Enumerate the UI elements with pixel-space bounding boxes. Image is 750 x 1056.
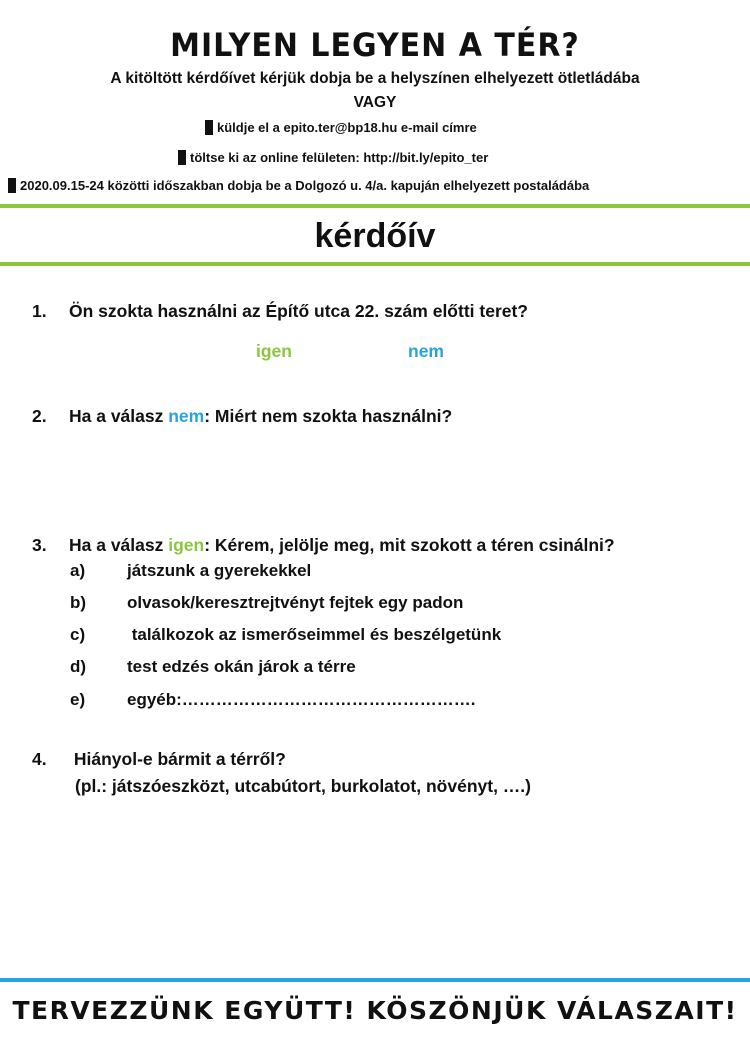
question-2-highlight: nem [168,406,205,426]
divider-bottom [0,262,750,266]
option-c[interactable] [70,625,501,645]
intro-or: VAGY [353,94,397,111]
question-1 [32,301,528,322]
question-number: 3. [32,535,47,555]
page-title: MILYEN LEGYEN A TÉR? [170,26,580,65]
option-text: test edzés okán járok a térre [127,657,356,676]
option-text: egyéb:……………………………………………. [127,690,476,709]
option-letter: d) [70,657,87,676]
option-letter: e) [70,690,86,709]
question-4-text: Hiányol-e bármit a térről? [69,749,286,769]
option-text: olvasok/keresztrejtvényt fejtek egy padon [127,593,464,612]
divider-top [0,204,750,208]
option-online-text: töltse ki az online felületen: http://bit.ly/epito_ter [190,150,489,165]
question-3 [32,535,615,556]
question-1-text: Ön szokta használni az Építő utca 22. szám előtti teret? [69,301,528,321]
question-2-prefix: Ha a válasz [69,406,169,426]
option-e[interactable] [70,690,476,710]
option-text: találkozok az ismerőseimmel és beszélgetünk [127,625,502,644]
question-4 [32,749,286,770]
option-online [178,150,488,165]
option-email [205,120,477,135]
intro-text: A kitöltött kérdőívet kérjük dobja be a helyszínen elhelyezett ötletládába [110,70,640,87]
bullet-square-icon [8,178,16,193]
answer-yes[interactable]: igen [256,341,292,361]
question-3-highlight: igen [168,535,205,555]
option-b[interactable] [70,593,463,613]
question-4-subtext: (pl.: játszóeszközt, utcabútort, burkolatot, növényt, ….) [75,776,531,796]
option-a[interactable] [70,561,311,581]
bullet-square-icon [205,120,213,135]
footer-divider [0,978,750,982]
option-d[interactable] [70,657,356,677]
section-title: kérdőív [314,217,436,255]
question-3-prefix: Ha a válasz [69,535,169,555]
question-number: 1. [32,301,47,321]
option-letter: c) [70,625,86,644]
bullet-square-icon [178,150,186,165]
question-2 [32,406,452,427]
question-3-text: : Kérem, jelölje meg, mit szokott a téren csinálni? [204,535,615,555]
footer-text: TERVEZZÜNK EGYÜTT! KÖSZÖNJÜK VÁLASZAIT! [12,996,738,1025]
option-email-text: küldje el a epito.ter@bp18.hu e-mail címre [217,120,477,135]
question-number: 2. [32,406,47,426]
question-number: 4. [32,749,47,769]
option-mailbox-text: 2020.09.15-24 közötti időszakban dobja be a Dolgozó u. 4/a. kapuján elhelyezett postaládába [20,178,590,193]
answer-no[interactable]: nem [408,341,444,361]
option-letter: a) [70,561,86,580]
question-2-text: : Miért nem szokta használni? [204,406,453,426]
option-mailbox [8,178,589,193]
option-letter: b) [70,593,87,612]
option-text: játszunk a gyerekekkel [127,561,312,580]
